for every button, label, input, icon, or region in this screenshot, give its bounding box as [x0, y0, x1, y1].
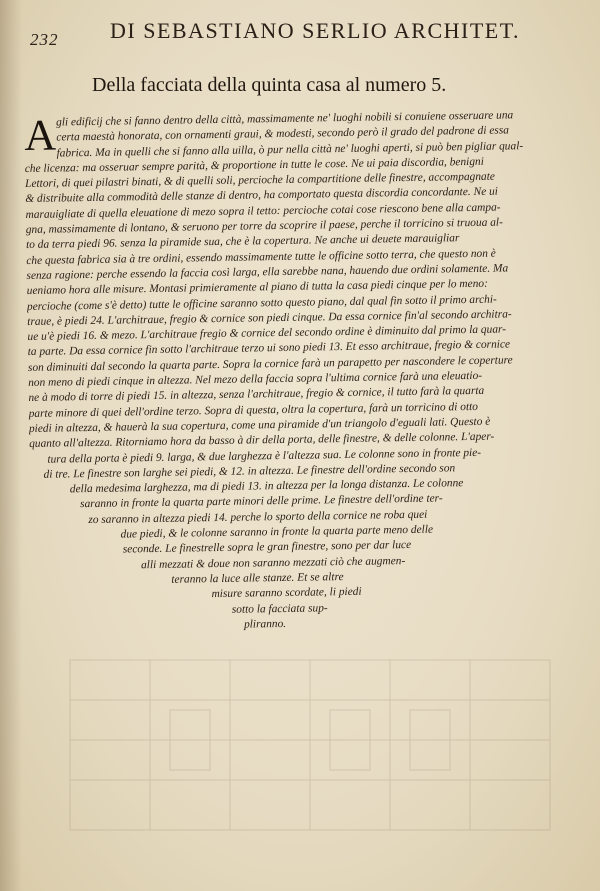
text-line: pliranno.	[243, 617, 287, 631]
text-line: misure saranno scordate, li piedi	[211, 585, 362, 601]
text-line: di tre. Le finestre son larghe sei piedi, & 12. in altezza. Le finestre dell'ordine secondo son	[43, 462, 456, 481]
running-head	[30, 18, 540, 48]
text-line: to da terra piedi 96. senza la piramide sua, che è la copertura. Ne anche ui deuete marauigliar	[25, 232, 460, 252]
text-line: gli edificij che si fanno dentro della città, massimamente ne' luoghi nobili si conuiene osseruare una	[56, 109, 514, 129]
section-title: Della facciata della quinta casa al numero 5.	[92, 74, 447, 96]
text-line: della medesima larghezza, ma di piedi 13. in altezza per la longa distanza. Le colonne	[69, 477, 464, 496]
text-line: certa maestà honorata, con ornamenti graui, & modesti, secondo però il grado del padrone di essa	[56, 124, 510, 144]
text-line: percioche (come s'è detto) tutte le officine saranno sotto questo piano, dal qual fin sotto il primo archi-	[26, 293, 497, 313]
text-line: tura della porta è piedi 9. larga, & due larghezza è l'altezza sua. Le colonne sono in fronte pie-	[47, 446, 482, 466]
text-line: che licenza: ma osseruar sempre parità, & proportione in tutte le cose. Ne ui paia discordia, benigni	[24, 155, 484, 175]
text-line: sotto la facciata sup-	[231, 601, 328, 616]
text-line: non meno di piedi cinque in altezza. Nel mezo della faccia sopra l'ultima cornice farà una eleuatio-	[28, 369, 483, 390]
text-line: fabrica. Ma in quelli che si fanno alla uilla, ò pur nella città ne' luoghi aperti, si può ben pigliar qual-	[56, 139, 524, 160]
drop-cap: A	[23, 110, 57, 160]
body-text	[24, 107, 592, 636]
text-line: piedi in altezza, & hauerà la sua copertura, come una piramide d'un triangolo d'eguali lati. Questo è	[28, 415, 491, 435]
text-line: traue, è piedi 24. L'architraue, fregio & cornice son piedi cinque. Da essa cornice fin'al secondo architra-	[27, 308, 512, 328]
text-line: parte minore di quei dell'ordine terzo. Sopra di questa, oltra la copertura, farà un torricino di otto	[28, 400, 479, 420]
text-line: che questa fabrica sia à tre ordini, essendo massimamente tutte le officine sotto terra, che questo non è	[26, 247, 496, 267]
text-line: & distribuite alla commodità delle stanze di dentro, ha comportato questa discordia concordante. Ne ui	[25, 186, 499, 206]
text-line: Lettori, di quei pilastri binati, & di quelli soli, percioche la compartitione delle finestre, accompagnate	[24, 170, 496, 191]
text-line: zo saranno in altezza piedi 14. perche lo sporto della cornice ne roba quei	[88, 508, 428, 526]
text-line: ueniamo hora alle misure. Montasi primieramente al piano di tutta la casa piedi cinque per lo meno:	[26, 278, 488, 298]
running-title: DI SEBASTIANO SERLIO ARCHITET.	[110, 18, 521, 43]
text-line: gna, massimamente di lontano, & seruono per torre da scoprire il paese, perche il torricino si truoua al-	[25, 216, 503, 237]
text-line: senza ragione: perche essendo la faccia così larga, ella sarebbe nana, hauendo due ordini solamente. Ma	[26, 262, 509, 282]
page-number: 232	[30, 30, 59, 49]
text-line: son diminuiti dal secondo la quarta parte. Sopra la cornice farà un parapetto per nascondere le coperture	[27, 354, 513, 374]
text-line: alli mezzati & doue non saranno mezzati ciò che augmen-	[140, 554, 406, 571]
text-line: quanto all'altezza. Ritorniamo hora da basso à dir della porta, delle finestre, & delle colonne. L'aper-	[29, 430, 495, 451]
text-line: ne à modo di torre di piedi 15. in altezza, senza l'architraue, fregio & cornice, il tutto farà la quarta	[28, 385, 485, 405]
gutter-shadow	[0, 0, 22, 891]
text-line: seconde. Le finestrelle sopra le gran finestre, sono per dar luce	[122, 539, 412, 556]
text-line: ta parte. Da essa cornice fin sotto l'architraue terzo ui sono piedi 13. Et esso architraue, fregio & cornice	[27, 338, 511, 359]
bleed-through-drawing	[60, 640, 560, 840]
text-line: marauigliate di quella eleuatione di mezo sopra il tetto: percioche cotai cose riescono bene alla campa-	[25, 201, 501, 221]
text-line: teranno la luce alle stanze. Et se altre	[171, 570, 344, 586]
text-line: saranno in fronte la quarta parte minori delle prime. Le finestre dell'ordine ter-	[80, 492, 443, 511]
text-line: due piedi, & le colonne saranno in fronte la quarta parte meno delle	[120, 523, 434, 541]
text-line: ue u'è piedi 16. & mezo. L'architraue fregio & cornice del secondo ordine è diminuito dal primo la quar-	[27, 323, 507, 344]
